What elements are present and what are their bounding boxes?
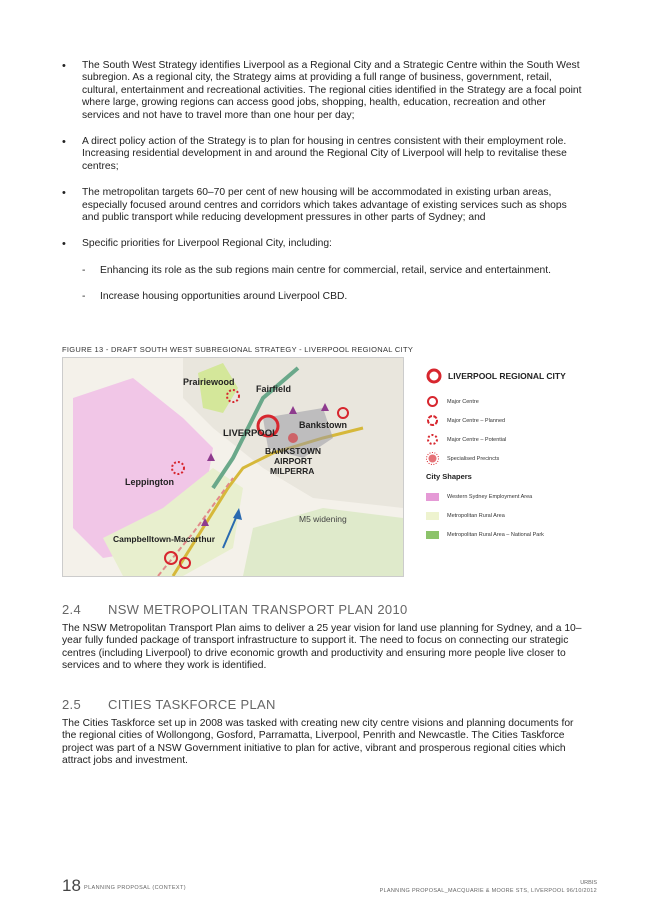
- map-label-airport-3: MILPERRA: [270, 466, 315, 476]
- regional-city-icon: [426, 368, 442, 384]
- legend-label: Major Centre – Potential: [447, 436, 507, 443]
- national-park-swatch: [426, 531, 439, 539]
- section-body: The Cities Taskforce set up in 2008 was tasked with creating new city centre visions and planning documents for the regional cities of Wollongong, Gosford, Parramatta, Liverpool, Penrith and Newcastle. The Cities Taskforce project was part of a NSW Government initiative to plan for active, vibrant and prosperous regional cities which attract jobs and investment.: [62, 718, 574, 767]
- legend-row-major-centre: [426, 392, 596, 411]
- sub-bullet-item: - Increase housing opportunities around Liverpool CBD.: [82, 291, 582, 303]
- page-number: 18: [62, 876, 81, 895]
- legend-row-major-centre-planned: [426, 411, 596, 430]
- major-centre-planned-icon: [426, 414, 439, 427]
- bullet-item-text: Specific priorities for Liverpool Regional City, including:: [82, 238, 332, 250]
- map-label-airport-1: BANKSTOWN: [265, 446, 322, 456]
- section-title: NSW METROPOLITAN TRANSPORT PLAN 2010: [108, 602, 408, 617]
- map-label-m5: M5 widening: [299, 514, 347, 524]
- legend-row-employment-area: [426, 487, 596, 506]
- section-title: CITIES TASKFORCE PLAN: [108, 697, 276, 712]
- strategy-map: [62, 357, 404, 577]
- map-label-campbelltown: Campbelltown-Macarthur: [113, 534, 216, 544]
- section-transport-plan: [62, 602, 582, 673]
- rural-area-swatch: [426, 512, 439, 520]
- sub-bullet-item: - Enhancing its role as the sub regions main centre for commercial, retail, service and entertainment.: [82, 265, 582, 277]
- section-body: The NSW Metropolitan Transport Plan aims to deliver a 25 year vision for land use planning for Sydney, and a 10–year fully funded package of transport infrastructure to support it. The need to focus on connecting our strategic centres (including Liverpool) to drive economic growth and productivity and ensuring more people live closer to services and to where they work is identified.: [62, 623, 582, 672]
- map-label-airport-2: AIRPORT: [274, 456, 313, 466]
- map-label-liverpool: LIVERPOOL: [223, 428, 278, 439]
- legend-row-major-centre-potential: [426, 430, 596, 449]
- bullet-list: [62, 60, 582, 318]
- legend-city-shapers-heading: City Shapers: [426, 472, 472, 481]
- legend-label: Metropolitan Rural Area: [447, 512, 505, 519]
- section-number: 2.4: [62, 602, 81, 617]
- map-label-prairiewood: Prairiewood: [183, 377, 235, 387]
- employment-area-swatch: [426, 493, 439, 501]
- section-number: 2.5: [62, 697, 81, 712]
- footer-company: URBIS: [580, 880, 597, 886]
- legend-label: Major Centre: [447, 398, 479, 405]
- legend-label: Metropolitan Rural Area – National Park: [447, 531, 544, 538]
- bullet-item: • A direct policy action of the Strategy is to plan for housing in centres consistent with their employment role. Increasing residential development in and around the Regional City of Liverpool will help to revitalise these centres;: [62, 136, 582, 173]
- legend-title: [426, 368, 596, 384]
- legend-row-national-park: [426, 525, 596, 544]
- map-legend: [426, 368, 596, 544]
- specialised-precinct-icon: [426, 452, 439, 465]
- figure-caption: FIGURE 13 - DRAFT SOUTH WEST SUBREGIONAL STRATEGY - LIVERPOOL REGIONAL CITY: [62, 345, 414, 354]
- legend-row-rural-area: [426, 506, 596, 525]
- bullet-item: • The metropolitan targets 60–70 per cent of new housing will be accommodated in existing urban areas, especially focused around centres and corridors which takes advantage of existing services such as shops and public transport while reducing development pressures in other parts of Sydney; and: [62, 187, 582, 224]
- bullet-item: • The South West Strategy identifies Liverpool as a Regional City and a Strategic Centre within the South West subregion. As a regional city, the Strategy aims at providing a full range of business, government, retail, cultural, entertainment and recreational activities. The regional cities identified in the Strategy are a focal point where large, growing regions can access good jobs, shopping, health, education, recreation and other services and not have to travel more than one hour per day;: [62, 60, 582, 122]
- legend-title-text: LIVERPOOL REGIONAL CITY: [448, 371, 566, 381]
- legend-label: Western Sydney Employment Area: [447, 493, 533, 500]
- map-graphic: [63, 358, 403, 576]
- legend-row-specialised-precincts: [426, 449, 596, 468]
- major-centre-icon: [426, 395, 439, 408]
- map-label-leppington: Leppington: [125, 477, 174, 487]
- bullet-item: [62, 238, 582, 303]
- major-centre-potential-icon: [426, 433, 439, 446]
- map-label-bankstown: Bankstown: [299, 420, 348, 430]
- section-cities-taskforce: [62, 697, 582, 768]
- map-label-fairfield: Fairfield: [256, 384, 292, 394]
- legend-label: Specialised Precincts: [447, 455, 500, 462]
- legend-label: Major Centre – Planned: [447, 417, 506, 424]
- sub-bullet-list: [82, 265, 582, 304]
- footer-section-label: PLANNING PROPOSAL (CONTEXT): [84, 885, 186, 891]
- section-heading: [62, 697, 582, 712]
- footer-document-ref: PLANNING PROPOSAL_MACQUARIE & MOORE STS, LIVERPOOL 96/10/2012: [379, 888, 597, 894]
- section-heading: [62, 602, 582, 617]
